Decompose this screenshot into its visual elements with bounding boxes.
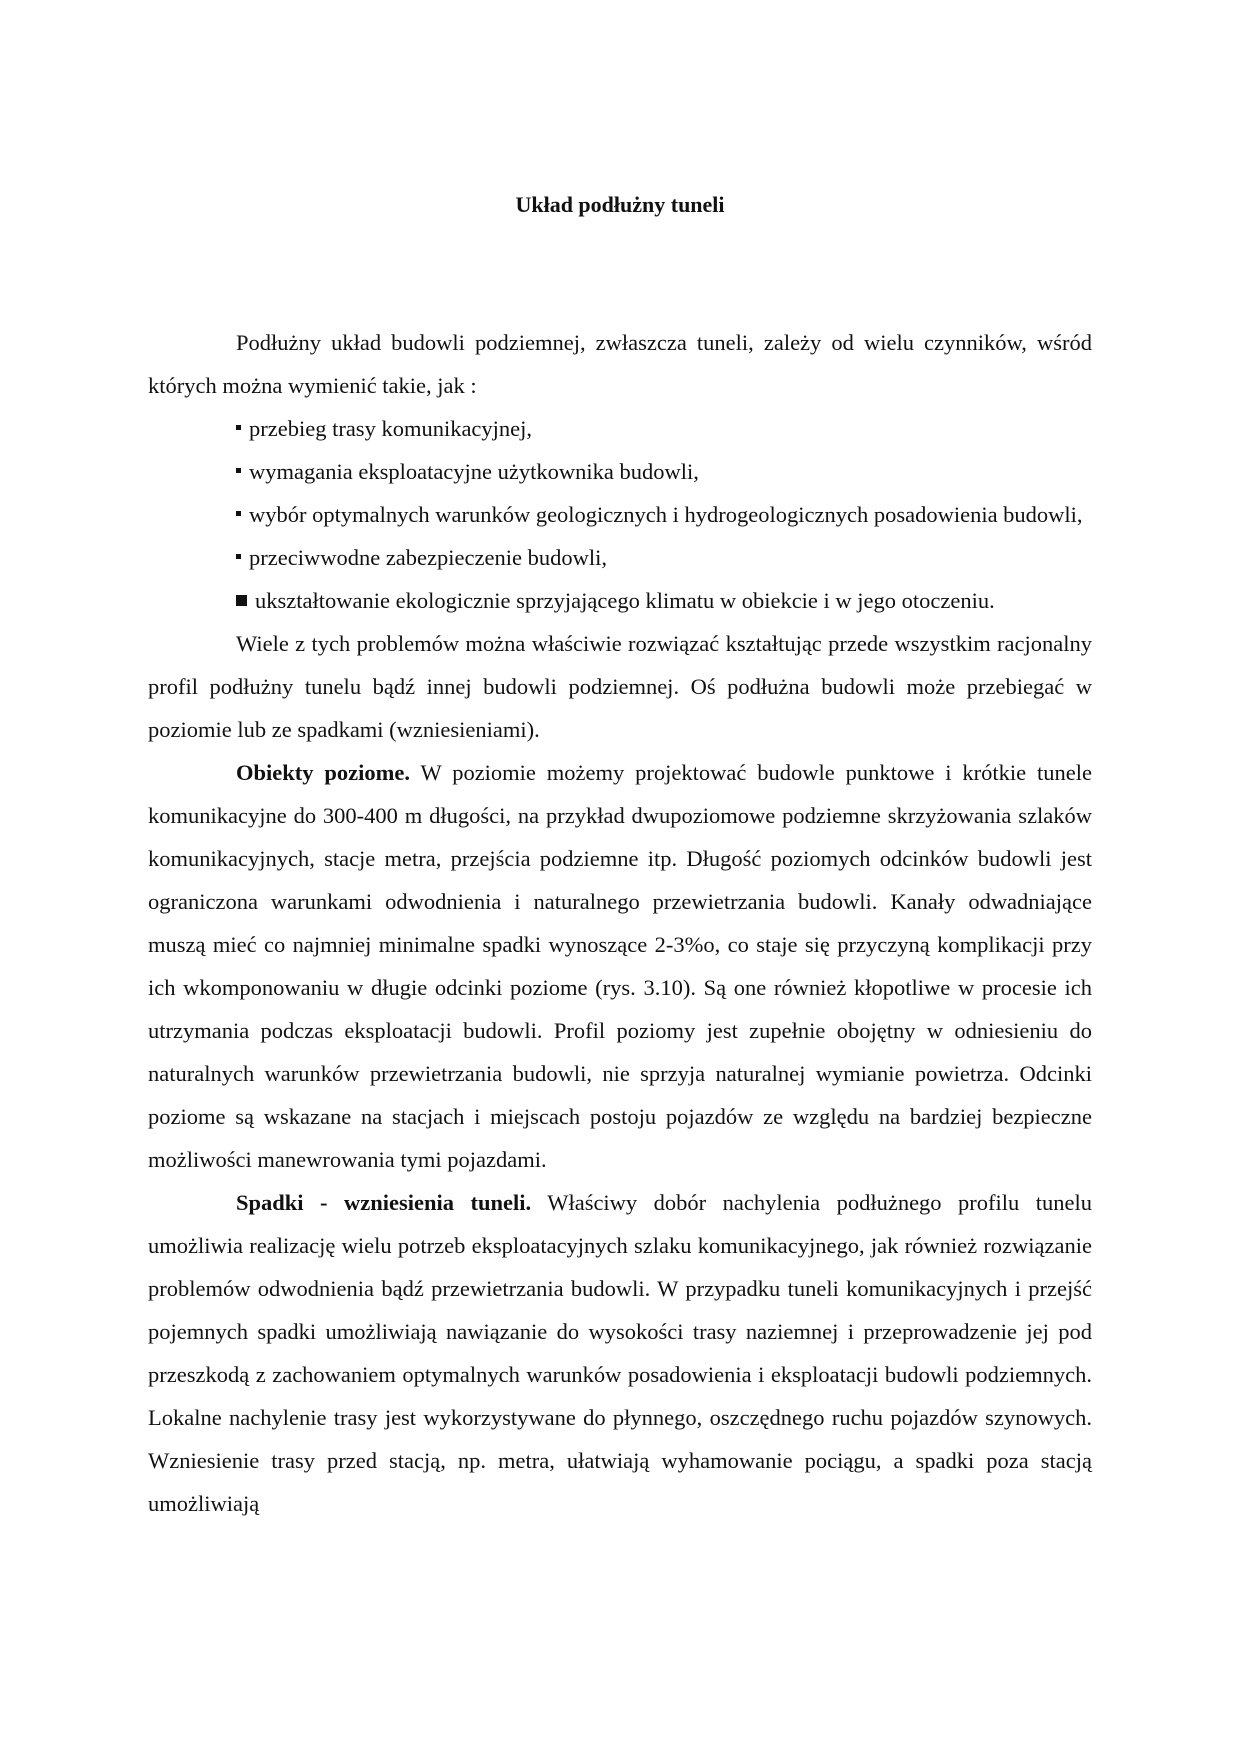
list-item-text: przebieg trasy komunikacyjnej,: [249, 416, 533, 441]
document-body: [148, 321, 1092, 1525]
bullet-icon: [236, 511, 241, 516]
list-item-text: wybór optymalnych warunków geologicznych i hydrogeologicznych posadowienia budowli,: [249, 502, 1083, 527]
list-item: [148, 407, 1092, 450]
paragraph: [148, 751, 1092, 1181]
list-item-text: przeciwwodne zabezpieczenie budowli,: [249, 545, 607, 570]
list-item-text: wymagania eksploatacyjne użytkownika budowli,: [249, 459, 699, 484]
list-item-text: ukształtowanie ekologicznie sprzyjającego klimatu w obiekcie i w jego otoczeniu.: [255, 588, 995, 613]
list-item: [148, 450, 1092, 493]
paragraph: Wiele z tych problemów można właściwie rozwiązać kształtując przede wszystkim racjonalny profil podłużny tunelu bądź innej budowli podziemnej. Oś podłużna budowli może przebiegać w poziomie lub ze spadkami (wzniesieniami).: [148, 631, 1092, 742]
paragraph-text: W poziomie możemy projektować budowle punktowe i krótkie tunele komunikacyjne do 300-400 m długości, na przykład dwupoziomowe podziemne skrzyżowania szlaków komunikacyjnych, stacje metra, przejścia podziemne itp. Długość poziomych odcinków budowli jest ograniczona warunkami odwodnienia i naturalnego przewietrzania budowli. Kanały odwadniające muszą mieć co najmniej minimalne spadki wynoszące 2-3%o, co staje się przyczyną komplikacji przy ich wkomponowaniu w długie odcinki poziome (rys. 3.10). Są one również kłopotliwe w procesie ich utrzymania podczas eksploatacji budowli. Profil poziomy jest zupełnie obojętny w odniesieniu do naturalnych warunków przewietrzania budowli, nie sprzyja naturalnej wymianie powietrza. Odcinki poziome są wskazane na stacjach i miejscach postoju pojazdów ze względu na bardziej bezpieczne możliwości manewrowania tymi pojazdami.: [148, 760, 1092, 1172]
paragraph: [148, 1181, 1092, 1525]
section-lead: Obiekty poziome.: [236, 760, 410, 785]
bullet-icon: [236, 468, 241, 473]
list-item: [148, 579, 1092, 622]
paragraph-text: Właściwy dobór nachylenia podłużnego profilu tunelu umożliwia realizację wielu potrzeb eksploatacyjnych szlaku komunikacyjnego, jak również rozwiązanie problemów odwodnienia bądź przewietrzania budowli. W przypadku tuneli komunikacyjnych i przejść pojemnych spadki umożliwiają nawiązanie do wysokości trasy naziemnej i przeprowadzenie jej pod przeszkodą z zachowaniem optymalnych warunków posadowienia i eksploatacji budowli podziemnych. Lokalne nachylenie trasy jest wykorzystywane do płynnego, oszczędnego ruchu pojazdów szynowych. Wzniesienie trasy przed stacją, np. metra, ułatwiają wyhamowanie pociągu, a spadki poza stacją umożliwiają: [148, 1190, 1092, 1516]
bullet-icon: [236, 554, 241, 559]
document-title: Układ podłużny tuneli: [515, 192, 725, 217]
square-bullet-icon: [236, 595, 247, 606]
intro-paragraph: Podłużny układ budowli podziemnej, zwłaszcza tuneli, zależy od wielu czynników, wśród których można wymienić takie, jak :: [148, 330, 1092, 398]
bullet-icon: [236, 425, 241, 430]
section-lead: Spadki - wzniesienia tuneli.: [236, 1190, 532, 1215]
list-item: [148, 493, 1092, 536]
list-item: [148, 536, 1092, 579]
